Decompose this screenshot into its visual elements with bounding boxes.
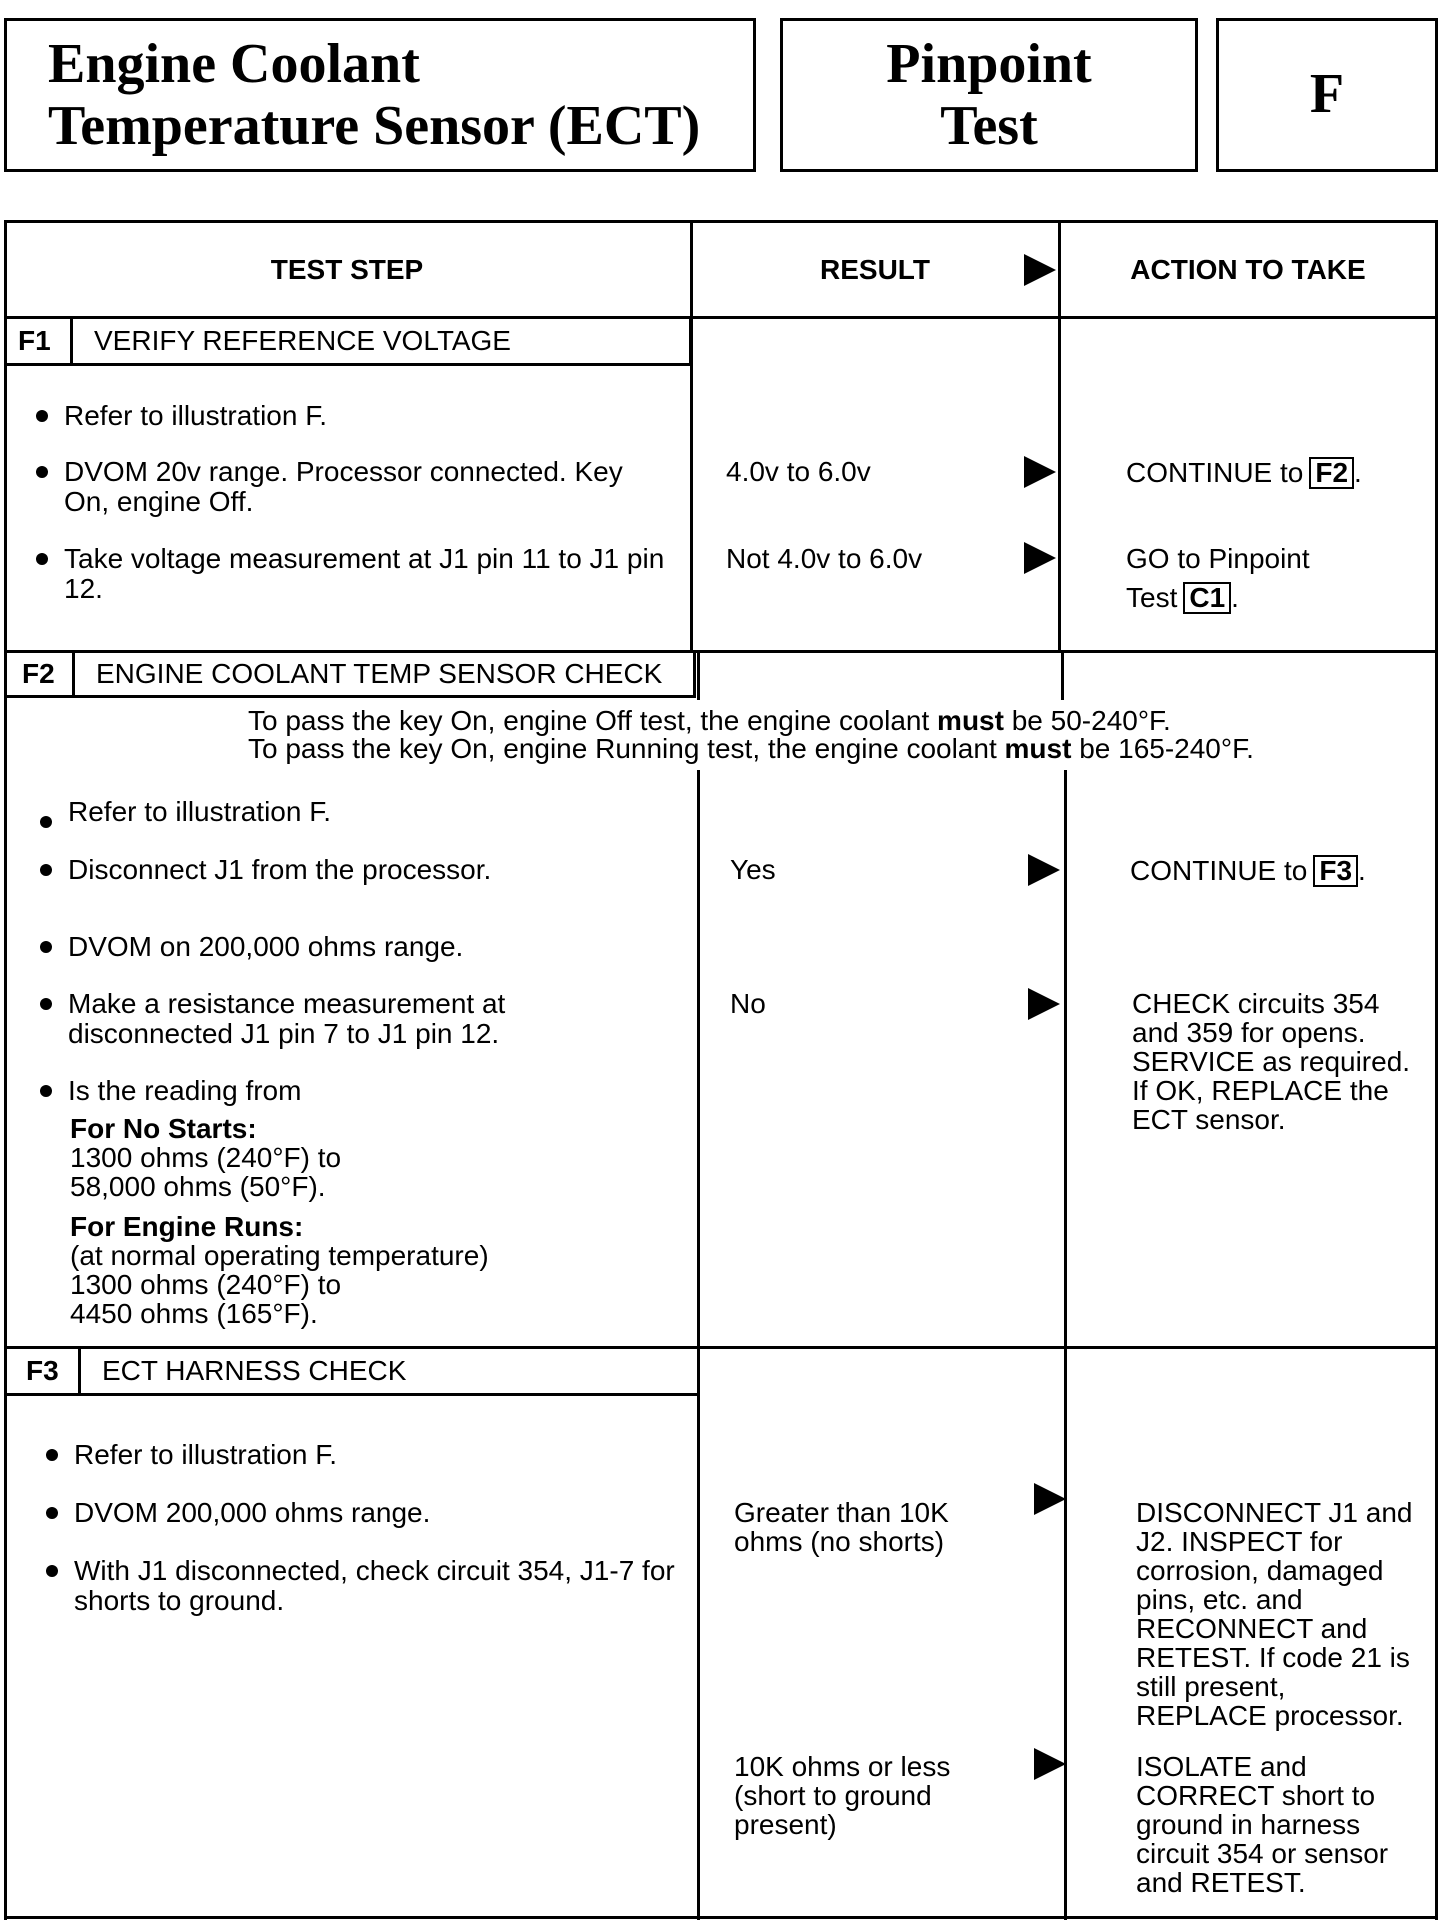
f2-action-1-text: CONTINUE to <box>1130 855 1308 886</box>
f2-step-id: F2 <box>22 658 55 689</box>
col-divider-1 <box>690 220 693 650</box>
f3-action-1e: RECONNECT and <box>1136 1613 1368 1644</box>
f3-step-1: Refer to illustration F. <box>74 1439 337 1470</box>
f3-result-1a: Greater than 10K <box>734 1497 949 1528</box>
f2-step-4a: Make a resistance measurement at <box>68 988 506 1019</box>
f3-action-1c: corrosion, damaged <box>1136 1555 1384 1586</box>
f2-action-2e: ECT sensor. <box>1132 1104 1286 1135</box>
f1-action-1-ref[interactable]: F2 <box>1309 457 1354 489</box>
page-title-line2: Temperature Sensor (ECT) <box>48 95 701 157</box>
f2-action-2c: SERVICE as required. <box>1132 1046 1411 1077</box>
bullet-icon <box>40 941 52 953</box>
result-arrow-icon <box>1024 456 1056 488</box>
f2-runs-label: For Engine Runs: <box>70 1211 304 1242</box>
f2-result-1: Yes <box>730 854 776 885</box>
result-arrow-icon <box>1028 854 1060 886</box>
col-divider-1c <box>697 770 700 1920</box>
bullet-icon <box>40 816 52 828</box>
bullet-icon <box>40 998 52 1010</box>
col-divider-1b <box>697 650 700 700</box>
bullet-icon <box>36 410 48 422</box>
f1-action-2b <box>1126 582 1239 614</box>
period: . <box>1358 855 1366 886</box>
bullet-icon <box>40 864 52 876</box>
f3-step-2: DVOM 200,000 ohms range. <box>74 1497 431 1528</box>
f2-step-5: Is the reading from <box>68 1075 302 1106</box>
f1-action-1-text: CONTINUE to <box>1126 457 1304 488</box>
f2-note-1-bold: must <box>937 705 1004 736</box>
f2-note-2-bold: must <box>1004 733 1072 764</box>
result-arrow-icon <box>1024 542 1056 574</box>
f2-nostart-b: 58,000 ohms (50°F). <box>70 1171 326 1202</box>
f3-action-1a: DISCONNECT J1 and <box>1136 1497 1413 1528</box>
bullet-icon <box>36 466 48 478</box>
f2-id-divider <box>72 652 75 698</box>
f2-nostart-label: For No Starts: <box>70 1113 257 1144</box>
f1-result-2: Not 4.0v to 6.0v <box>726 543 923 574</box>
f3-result-1b: ohms (no shorts) <box>734 1526 945 1557</box>
f3-action-1g: still present, <box>1136 1671 1286 1702</box>
f3-result-2a: 10K ohms or less <box>734 1751 951 1782</box>
f3-action-1h: REPLACE processor. <box>1136 1700 1404 1731</box>
table-right-border <box>1435 220 1438 1920</box>
f1-result-1: 4.0v to 6.0v <box>726 456 871 487</box>
f2-step-title: ENGINE COOLANT TEMP SENSOR CHECK <box>96 658 663 689</box>
f1-step-1: Refer to illustration F. <box>64 400 327 431</box>
f1-action-1 <box>1126 457 1362 489</box>
f2-nostart-a: 1300 ohms (240°F) to <box>70 1142 342 1173</box>
f3-action-1f: RETEST. If code 21 is <box>1136 1642 1410 1673</box>
header-arrow-icon <box>1024 254 1056 286</box>
f2-runs-b: 1300 ohms (240°F) to <box>70 1269 342 1300</box>
col-divider-2b <box>1061 650 1064 700</box>
f3-action-2a: ISOLATE and <box>1136 1751 1307 1782</box>
column-header-action: ACTION TO TAKE <box>1130 254 1366 285</box>
f2-action-1-ref[interactable]: F3 <box>1313 855 1358 887</box>
f2-runs-a: (at normal operating temperature) <box>70 1240 489 1271</box>
f2-result-2: No <box>730 988 766 1019</box>
f3-step-3b: shorts to ground. <box>74 1585 285 1616</box>
f3-result-2c: present) <box>734 1809 837 1840</box>
bullet-icon <box>40 1085 52 1097</box>
f1-action-2-ref[interactable]: C1 <box>1183 582 1231 614</box>
bullet-icon <box>46 1565 58 1577</box>
column-header-result: RESULT <box>820 254 930 285</box>
f2-action-2b: and 359 for opens. <box>1132 1017 1366 1048</box>
table-left-border <box>4 220 7 1920</box>
bullet-icon <box>46 1507 58 1519</box>
table-top-border <box>4 220 1438 223</box>
f3-action-2e: and RETEST. <box>1136 1867 1306 1898</box>
f1-step-id: F1 <box>18 325 51 356</box>
f1-step-2b: On, engine Off. <box>64 486 254 517</box>
period: . <box>1231 582 1239 613</box>
f2-step-4b: disconnected J1 pin 7 to J1 pin 12. <box>68 1018 500 1049</box>
f2-note-2 <box>248 734 1254 764</box>
f2-runs-c: 4450 ohms (165°F). <box>70 1298 318 1329</box>
result-arrow-icon <box>1034 1483 1066 1515</box>
f2-note-1 <box>248 706 1171 736</box>
f2-note-1-pre: To pass the key On, engine Off test, the engine coolant <box>248 705 938 736</box>
f1-action-2a: GO to Pinpoint <box>1126 543 1310 574</box>
result-arrow-icon <box>1028 988 1060 1020</box>
f3-action-2d: circuit 354 or sensor <box>1136 1838 1389 1869</box>
f3-action-2c: ground in harness <box>1136 1809 1361 1840</box>
table-bottom-border <box>4 1916 1438 1919</box>
f1-action-2b-text: Test <box>1126 582 1178 613</box>
f1-step-title: VERIFY REFERENCE VOLTAGE <box>94 325 511 356</box>
period: . <box>1354 457 1362 488</box>
f3-action-2b: CORRECT short to <box>1136 1780 1376 1811</box>
f2-action-2d: If OK, REPLACE the <box>1132 1075 1389 1106</box>
f2-note-2-pre: To pass the key On, engine Running test, the engine coolant <box>248 733 1005 764</box>
bullet-icon <box>46 1449 58 1461</box>
f2-step-3: DVOM on 200,000 ohms range. <box>68 931 464 962</box>
f3-id-divider <box>78 1348 81 1396</box>
column-header-test-step: TEST STEP <box>270 254 424 285</box>
f1-step-3a: Take voltage measurement at J1 pin 11 to J1 pin <box>64 543 665 574</box>
f1-step-3b: 12. <box>64 573 103 604</box>
f2-step-2: Disconnect J1 from the processor. <box>68 854 492 885</box>
f3-step-3a: With J1 disconnected, check circuit 354, J1-7 for <box>74 1555 675 1586</box>
result-arrow-icon <box>1034 1748 1066 1780</box>
bullet-icon <box>36 553 48 565</box>
page-title-line1: Engine Coolant <box>48 33 420 95</box>
f3-action-1b: J2. INSPECT for <box>1136 1526 1343 1557</box>
f1-id-divider <box>70 318 73 366</box>
f2-note-2-post: be 165-240°F. <box>1071 733 1254 764</box>
test-letter: F <box>1309 63 1345 125</box>
f2-action-2a: CHECK circuits 354 <box>1132 988 1380 1019</box>
f2-step-1: Refer to illustration F. <box>68 796 331 827</box>
f3-action-1d: pins, etc. and <box>1136 1584 1303 1615</box>
test-type-line2: Test <box>940 95 1038 157</box>
f3-step-title: ECT HARNESS CHECK <box>102 1355 407 1386</box>
f2-note-1-post: be 50-240°F. <box>1003 705 1171 736</box>
f2-action-1 <box>1130 855 1366 887</box>
f3-step-id: F3 <box>26 1355 59 1386</box>
f1-step-2a: DVOM 20v range. Processor connected. Key <box>64 456 623 487</box>
test-type-line1: Pinpoint <box>886 33 1092 95</box>
f3-result-2b: (short to ground <box>734 1780 932 1811</box>
